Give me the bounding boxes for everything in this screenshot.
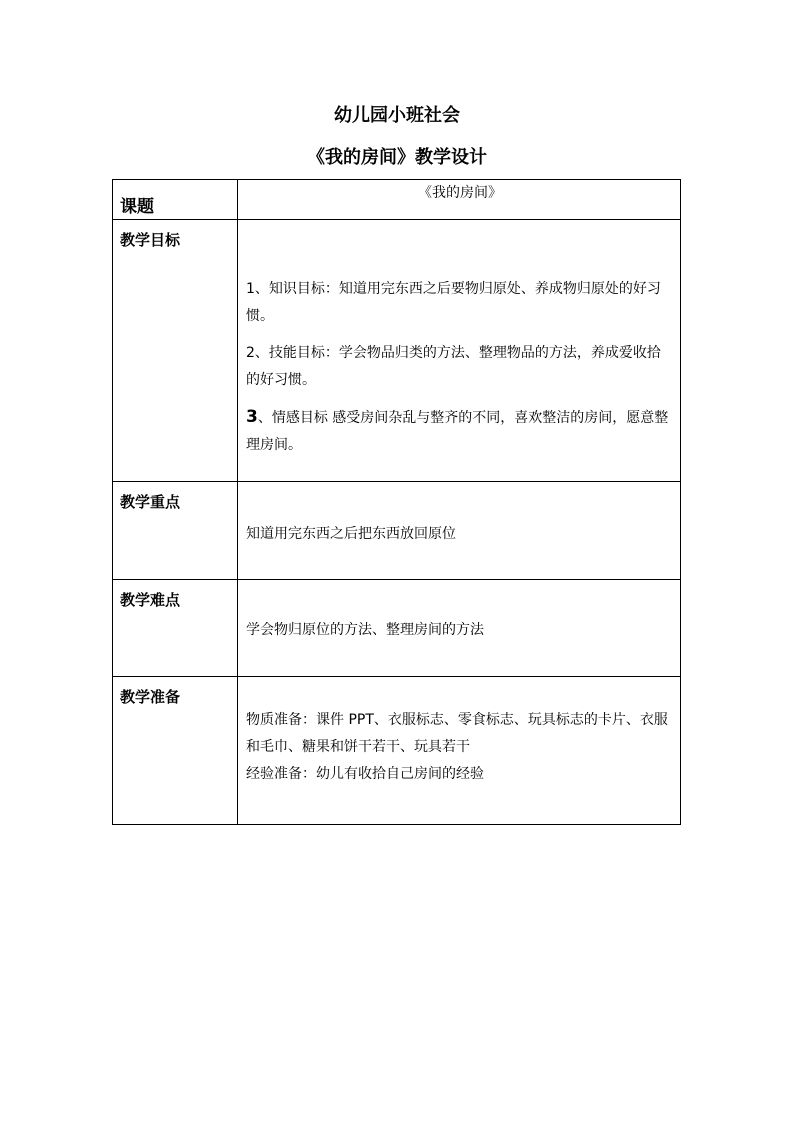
preparation-experience: 经验准备：幼儿有收拾自己房间的经验 — [246, 766, 484, 782]
table-row-key-point — [113, 482, 681, 580]
value-goals — [238, 220, 681, 482]
lesson-plan-table — [112, 179, 681, 825]
preparation-material: 物质准备：课件 PPT、衣服标志、零食标志、玩具标志的卡片、衣服和毛巾、糖果和饼干若干、玩具若干 — [246, 712, 668, 755]
document-title: 幼儿园小班社会 — [334, 105, 460, 126]
goal-skill: 2、技能目标：学会物品归类的方法、整理物品的方法，养成爱收拾的好习惯。 — [246, 345, 661, 388]
label-goals: 教学目标 — [113, 220, 238, 482]
label-preparation: 教学准备 — [113, 677, 238, 825]
goal-emotion-text: 、情感目标 感受房间杂乱与整齐的不同，喜欢整洁的房间，愿意整理房间。 — [246, 410, 669, 453]
table-row-goals — [113, 220, 681, 482]
label-topic: 课题 — [113, 180, 238, 220]
table-row-preparation — [113, 677, 681, 825]
label-key-point: 教学重点 — [113, 482, 238, 580]
document-subtitle: 《我的房间》教学设计 — [307, 147, 487, 168]
goal-emotion — [246, 404, 674, 459]
value-key-point: 知道用完东西之后把东西放回原位 — [238, 482, 681, 580]
goal-knowledge: 1、知识目标：知道用完东西之后要物归原处、养成物归原处的好习惯。 — [246, 281, 661, 324]
value-topic: 《我的房间》 — [238, 180, 681, 220]
table-row-topic — [113, 180, 681, 220]
table-row-difficulty — [113, 580, 681, 677]
label-difficulty: 教学难点 — [113, 580, 238, 677]
value-difficulty: 学会物归原位的方法、整理房间的方法 — [238, 580, 681, 677]
value-preparation — [238, 677, 681, 825]
goal-emotion-number: 3 — [246, 407, 258, 427]
